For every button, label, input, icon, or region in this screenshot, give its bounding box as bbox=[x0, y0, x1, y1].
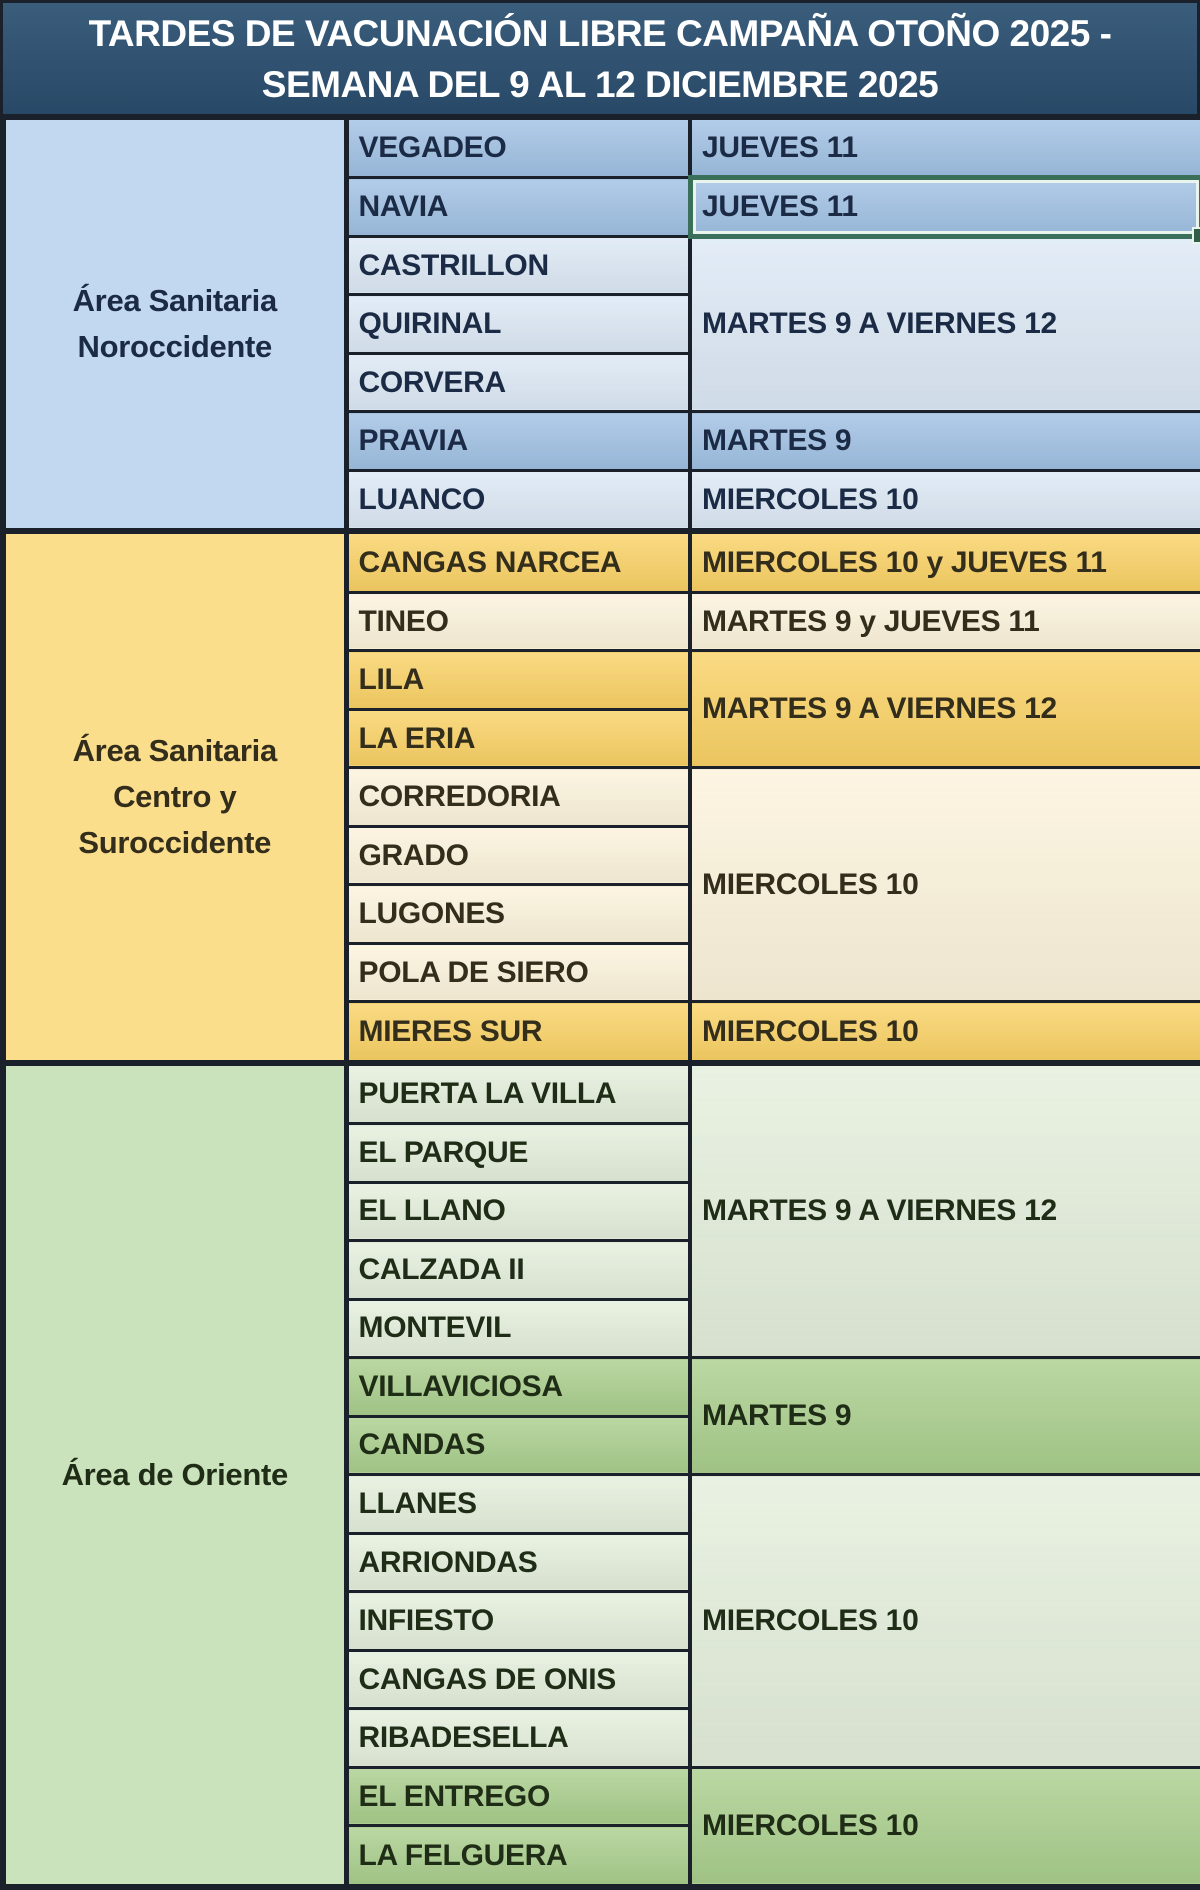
day-label: MARTES 9 A VIERNES 12 bbox=[702, 1193, 1057, 1227]
location-cell[interactable]: LILA bbox=[346, 651, 690, 710]
location-cell[interactable]: EL LLANO bbox=[346, 1182, 690, 1241]
location-cell[interactable]: INFIESTO bbox=[346, 1592, 690, 1651]
page-title bbox=[0, 0, 1200, 114]
location-cell[interactable]: NAVIA bbox=[346, 178, 690, 237]
day-cell[interactable] bbox=[690, 651, 1200, 768]
day-cell[interactable] bbox=[690, 117, 1200, 178]
area-cell[interactable] bbox=[3, 1063, 346, 1887]
day-label: MIERCOLES 10 bbox=[702, 1809, 919, 1843]
area-label: Suroccidente bbox=[78, 825, 272, 861]
location-cell[interactable]: CORREDORIA bbox=[346, 768, 690, 827]
location-cell[interactable]: VEGADEO bbox=[346, 117, 690, 178]
table-row bbox=[3, 531, 1200, 592]
location-cell[interactable]: LUANCO bbox=[346, 470, 690, 531]
location-cell[interactable]: CANGAS DE ONIS bbox=[346, 1650, 690, 1709]
area-label: Centro y bbox=[113, 779, 237, 815]
day-label: MIERCOLES 10 bbox=[702, 1604, 919, 1638]
day-label: MIERCOLES 10 bbox=[702, 483, 919, 517]
location-cell[interactable]: PUERTA LA VILLA bbox=[346, 1063, 690, 1124]
location-cell[interactable]: EL PARQUE bbox=[346, 1124, 690, 1183]
day-label: JUEVES 11 bbox=[702, 131, 858, 165]
day-cell[interactable] bbox=[690, 1767, 1200, 1887]
location-cell[interactable]: POLA DE SIERO bbox=[346, 943, 690, 1002]
day-label: MIERCOLES 10 y JUEVES 11 bbox=[702, 545, 1107, 579]
area-label: Área Sanitaria bbox=[72, 733, 277, 769]
day-label: MARTES 9 y JUEVES 11 bbox=[702, 604, 1040, 638]
area-label: Área Sanitaria bbox=[72, 283, 277, 319]
location-cell[interactable]: QUIRINAL bbox=[346, 295, 690, 354]
location-cell[interactable]: TINEO bbox=[346, 592, 690, 651]
location-cell[interactable]: RIBADESELLA bbox=[346, 1709, 690, 1768]
location-cell[interactable]: GRADO bbox=[346, 826, 690, 885]
location-cell[interactable]: EL ENTREGO bbox=[346, 1767, 690, 1826]
day-cell[interactable] bbox=[690, 412, 1200, 471]
location-cell[interactable]: LA FELGUERA bbox=[346, 1826, 690, 1887]
area-cell[interactable] bbox=[3, 117, 346, 531]
day-cell[interactable] bbox=[690, 470, 1200, 531]
location-cell[interactable]: LUGONES bbox=[346, 885, 690, 944]
day-label: MARTES 9 A VIERNES 12 bbox=[702, 307, 1057, 341]
day-label: MARTES 9 A VIERNES 12 bbox=[702, 692, 1057, 726]
day-cell[interactable] bbox=[690, 236, 1200, 412]
area-label: Área de Oriente bbox=[61, 1456, 288, 1492]
day-label: MIERCOLES 10 bbox=[702, 867, 919, 901]
table-row bbox=[3, 117, 1200, 178]
day-cell[interactable] bbox=[690, 531, 1200, 592]
location-cell[interactable]: LA ERIA bbox=[346, 709, 690, 768]
location-cell[interactable]: CANDAS bbox=[346, 1416, 690, 1475]
day-label: MIERCOLES 10 bbox=[702, 1014, 919, 1048]
location-cell[interactable]: MIERES SUR bbox=[346, 1002, 690, 1063]
table-row bbox=[3, 1063, 1200, 1124]
day-label: JUEVES 11 bbox=[702, 190, 858, 224]
day-cell[interactable] bbox=[690, 1358, 1200, 1475]
area-cell[interactable] bbox=[3, 531, 346, 1062]
location-cell[interactable]: CASTRILLON bbox=[346, 236, 690, 295]
day-cell[interactable] bbox=[690, 1475, 1200, 1768]
area-label: Noroccidente bbox=[77, 329, 272, 365]
day-cell[interactable] bbox=[690, 592, 1200, 651]
day-cell[interactable] bbox=[690, 178, 1200, 237]
day-label: MARTES 9 bbox=[702, 424, 852, 458]
location-cell[interactable]: ARRIONDAS bbox=[346, 1533, 690, 1592]
day-label: MARTES 9 bbox=[702, 1399, 852, 1433]
location-cell[interactable]: VILLAVICIOSA bbox=[346, 1358, 690, 1417]
day-cell[interactable] bbox=[690, 1063, 1200, 1358]
title-line-2: SEMANA DEL 9 AL 12 DICIEMBRE 2025 bbox=[261, 63, 939, 105]
title-line-1: TARDES DE VACUNACIÓN LIBRE CAMPAÑA OTOÑO 2025 - bbox=[88, 12, 1112, 54]
location-cell[interactable]: CANGAS NARCEA bbox=[346, 531, 690, 592]
location-cell[interactable]: CALZADA II bbox=[346, 1241, 690, 1300]
vaccination-schedule-table bbox=[0, 114, 1200, 1890]
day-cell[interactable] bbox=[690, 1002, 1200, 1063]
location-cell[interactable]: LLANES bbox=[346, 1475, 690, 1534]
location-cell[interactable]: PRAVIA bbox=[346, 412, 690, 471]
location-cell[interactable]: MONTEVIL bbox=[346, 1299, 690, 1358]
day-cell[interactable] bbox=[690, 768, 1200, 1002]
location-cell[interactable]: CORVERA bbox=[346, 353, 690, 412]
